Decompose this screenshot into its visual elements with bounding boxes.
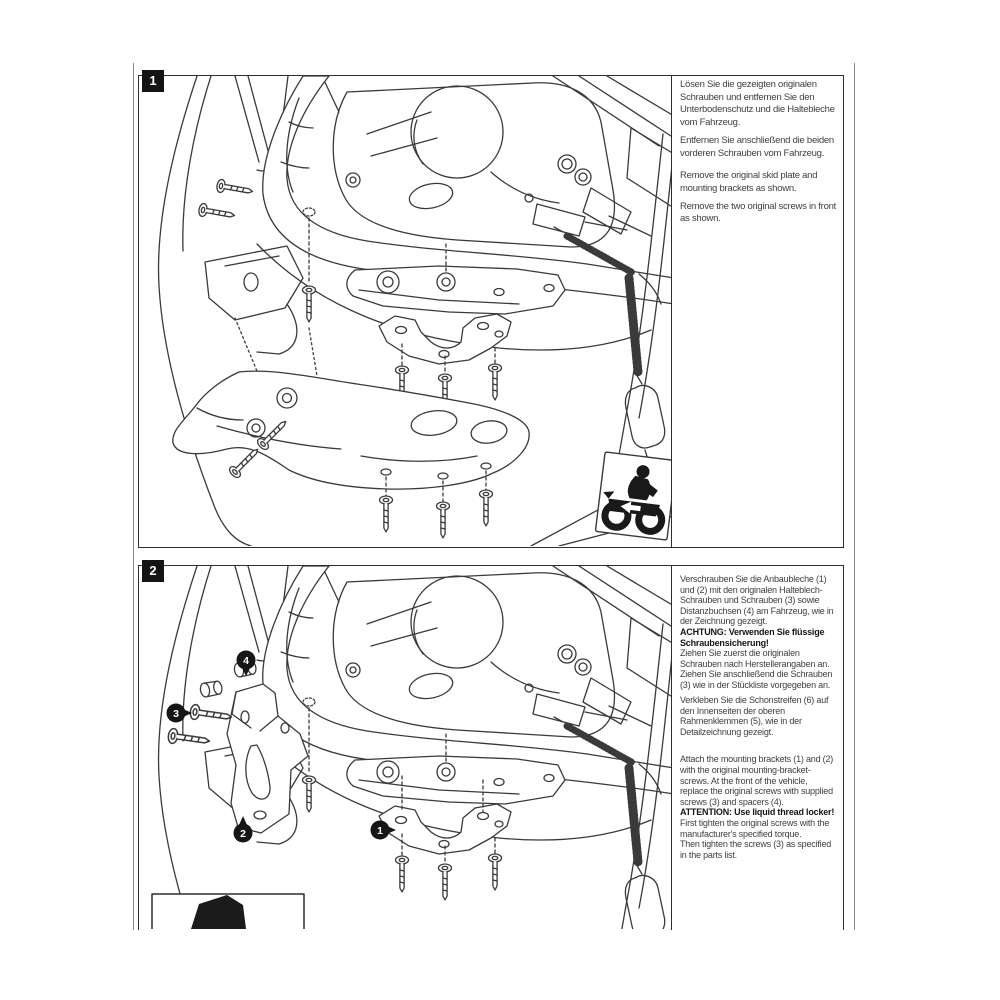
- step-2-instructions: [671, 566, 843, 930]
- callout-3-badge: [167, 704, 193, 723]
- svg-text:3: 3: [173, 708, 179, 720]
- step-2-text-de-3: Ziehen Sie anschließend die Schrauben (3) wie in der Stückliste vorgegeben an.: [680, 669, 833, 690]
- manual-page: [133, 63, 855, 930]
- step-2-text-en-2: First tighten the original screws with the manufacturer's specified torque.: [680, 817, 830, 839]
- step-2-drawing: [139, 566, 674, 930]
- detail-inset: [152, 894, 304, 929]
- step-1-text-de-2: Entfernen Sie anschließend die beiden vorderen Schrauben vom Fahrzeug.: [680, 134, 834, 159]
- svg-text:4: 4: [243, 655, 249, 667]
- step-2-text-en-1: Attach the mounting brackets (1) and (2) with the original mounting-bracket-screws. At the front of the vehicle, replace the original screws with supplied screws (3) and spacers (4).: [680, 754, 834, 807]
- step-1-text-de-1: Lösen Sie die gezeigten originalen Schrauben und entfernen Sie den Unterbodenschutz und die Haltebleche vom Fahrzeug.: [680, 79, 835, 129]
- step-1-panel: [138, 75, 844, 548]
- step-2-text-de-1: Verschrauben Sie die Anbaubleche (1) und (2) mit den originalen Halteblech-Schrauben und Schrauben (3) sowie Distanzbuchsen (4) am Fahrzeug, wie in der Zeichnung gezeigt.: [680, 574, 834, 627]
- step-1-badge: 1: [142, 70, 164, 92]
- step-1-text-en-1: Remove the original skid plate and mounting brackets as shown.: [680, 170, 818, 194]
- svg-text:1: 1: [377, 825, 383, 837]
- step-2-text-en-3: Then tighten the screws (3) as specified in the parts list.: [680, 839, 832, 860]
- step-1-drawing: [139, 76, 674, 547]
- step-1-illustration: [139, 76, 674, 546]
- step-1-text-en-2: Remove the two original screws in front as shown.: [680, 200, 837, 225]
- step-1-instructions: [671, 76, 843, 547]
- step-2-text-de-4: Verkleben Sie die Schonstreifen (6) auf den Innenseiten der oberen Rahmenklemmen (5), wie in der Detailzeichnung gezeigt.: [680, 695, 829, 737]
- step-2-panel: [138, 565, 844, 930]
- step-2-warning-en: ATTENTION: Use liquid thread locker!: [680, 807, 835, 818]
- step-2-warning-de: ACHTUNG: Verwenden Sie flüssige Schraubensicherung!: [680, 626, 825, 648]
- step-2-illustration: [139, 566, 674, 929]
- svg-text:2: 2: [240, 828, 246, 840]
- step-2-badge: 2: [142, 560, 164, 582]
- motorcycle-icon: [595, 452, 674, 540]
- step-2-text-de-2: Ziehen Sie zuerst die originalen Schrauben nach Herstellerangaben an.: [680, 648, 830, 669]
